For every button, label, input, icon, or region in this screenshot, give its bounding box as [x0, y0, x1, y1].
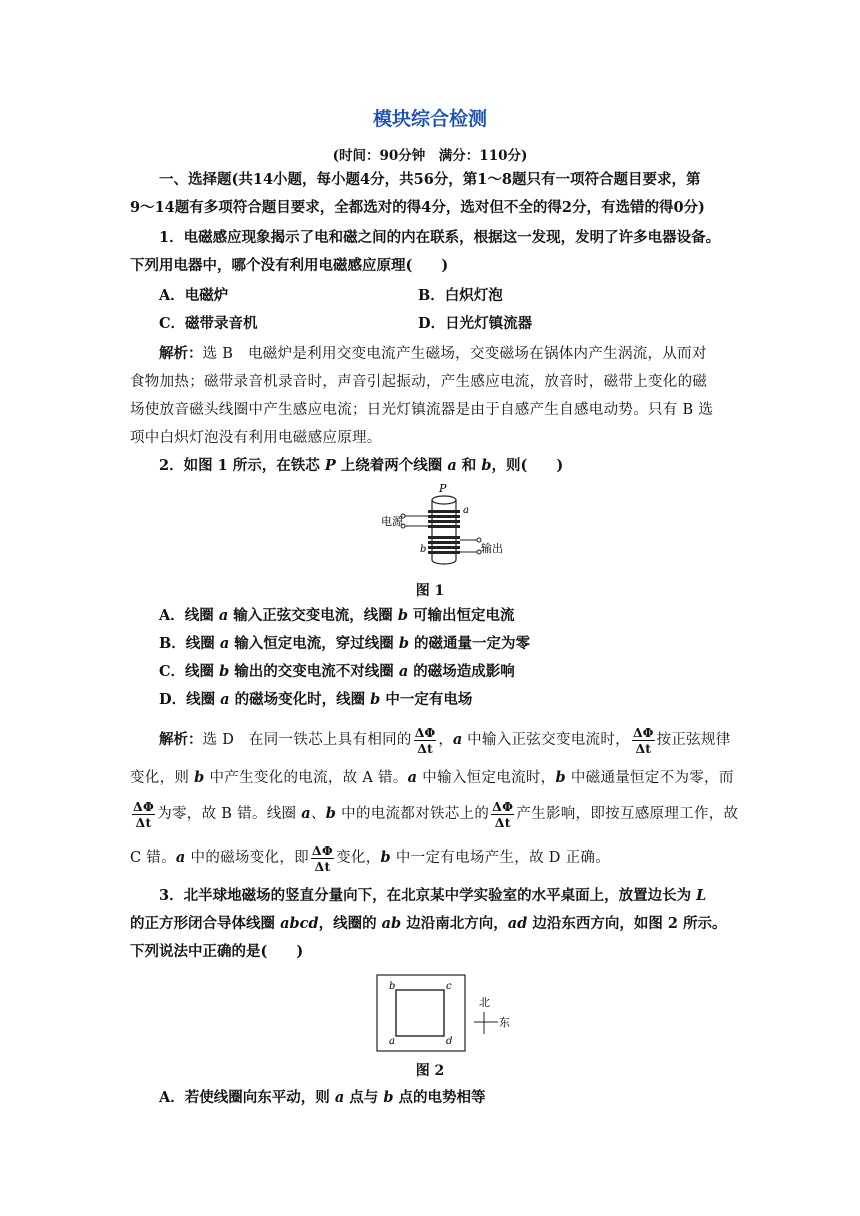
text-run: a	[334, 1089, 345, 1106]
q2-option-b	[159, 634, 530, 654]
text-run: a	[220, 691, 230, 708]
q3-line2	[130, 914, 727, 934]
figure-2-square-coil	[376, 974, 516, 1054]
text-run: Δt	[135, 814, 152, 830]
text-run: 、	[310, 806, 326, 822]
text-run: L	[696, 887, 707, 904]
figure-1-label-b: b	[420, 544, 427, 555]
text-run: ΔΦ	[133, 798, 155, 814]
text-run: Δt	[494, 814, 511, 830]
text-run: 的磁场造成影响	[408, 663, 515, 680]
q2-analysis-3	[130, 796, 738, 832]
text-run: 变化，	[336, 850, 381, 866]
text-run: 中一定有电场产生，故 D 正确。	[390, 850, 611, 866]
text-run: 中产生变化的电流，故 A 错。	[204, 770, 408, 786]
figure-1-coil-diagram	[378, 480, 518, 572]
section-text-a: (共14小题，每小题4分，共56分，第1～8题只有一项符合题目要求，第	[231, 171, 701, 188]
text-run: 点的电势相等	[393, 1089, 486, 1106]
text-run: ΔΦ	[492, 798, 514, 814]
figure-1-label-a: a	[463, 505, 469, 516]
text-run: abcd	[280, 915, 319, 932]
q2-option-d	[159, 690, 472, 710]
text-run: 按正弦规律	[656, 732, 731, 748]
q1-option-c: C．磁带录音机	[159, 315, 258, 332]
text-run: b	[398, 635, 409, 652]
text-run: 选 D 在同一铁芯上具有相同的	[202, 732, 412, 748]
q2-stem-b: 上绕着两个线圈	[335, 457, 448, 474]
text-run: 输入正弦交变电流，线圈	[228, 607, 398, 624]
text-run: C．线圈	[159, 663, 220, 680]
q3-line3: 下列说法中正确的是( )	[130, 943, 304, 960]
q1-option-a: A．电磁炉	[159, 287, 229, 304]
text-run: Δt	[314, 858, 331, 874]
q1-analysis-1	[159, 344, 707, 364]
q1-analysis-4: 项中白炽灯泡没有利用电磁感应原理。	[130, 430, 382, 446]
q1-option-b: B．白炽灯泡	[418, 287, 503, 304]
text-run: 产生影响，即按互感原理工作，故	[516, 806, 739, 822]
text-run: a	[218, 607, 229, 624]
fraction-dphi-dt	[311, 843, 334, 874]
text-run: ad	[507, 915, 528, 932]
q2-analysis-label: 解析：	[159, 731, 203, 748]
text-run: 可输出恒定电流	[407, 607, 515, 624]
text-run: a	[175, 849, 186, 866]
fraction-dphi-dt	[414, 725, 437, 756]
fraction-dphi-dt	[132, 799, 155, 830]
text-run: ΔΦ	[632, 724, 654, 740]
q2-stem-var-b: b	[481, 457, 492, 474]
text-run: ，	[438, 732, 453, 748]
text-run: 输出的交变电流不对线圈	[229, 663, 399, 680]
q2-stem	[159, 456, 563, 476]
q2-analysis-2	[130, 768, 734, 788]
q1-analysis-text-1: 选 B 电磁炉是利用交变电流产生磁场，交变磁场在锅体内产生涡流，从而对	[202, 346, 707, 362]
text-run: 中输入正弦交变电流时，	[462, 732, 630, 748]
q2-stem-a: 2．如图 1 所示，在铁芯	[159, 457, 325, 474]
text-run: b	[194, 769, 205, 786]
text-run: a	[219, 635, 230, 652]
text-run: 边沿东西方向，如图 2 所示。	[527, 915, 727, 932]
q2-option-a	[159, 606, 515, 626]
text-run: ΔΦ	[414, 724, 436, 740]
q1-option-d: D．日光灯镇流器	[418, 315, 533, 332]
text-run: a	[452, 731, 463, 748]
q2-stem-p: P	[324, 457, 336, 474]
text-run: b	[555, 769, 566, 786]
q1-analysis-2: 食物加热；磁带录音机录音时，声音引起振动，产生感应电流，放音时，磁带上变化的磁	[130, 374, 708, 390]
figure-1-label-p: P	[439, 482, 447, 495]
text-run: A．线圈	[159, 607, 219, 624]
figure-2-label-a: a	[389, 1036, 395, 1047]
text-run: Δt	[417, 740, 433, 756]
figure-2-caption: 图 2	[415, 1063, 445, 1079]
figure-2-east: 东	[499, 1016, 510, 1029]
text-run: 变化，则	[130, 770, 195, 786]
text-run: A．若使线圈向东平动，则	[159, 1089, 335, 1106]
q2-stem-d: ，则( )	[491, 457, 564, 474]
q2-stem-c: 和	[456, 457, 482, 474]
text-run: ab	[381, 915, 402, 932]
section-heading	[159, 170, 700, 190]
figure-2-label-d: d	[446, 1036, 453, 1047]
figure-1-label-power: 电源	[381, 515, 403, 528]
text-run: 中输入恒定电流时，	[417, 770, 556, 786]
text-run: 边沿南北方向，	[401, 915, 508, 932]
text-run: Δt	[635, 740, 651, 756]
figure-2-label-c: c	[446, 981, 452, 992]
q1-line2: 下列用电器中，哪个没有利用电磁感应原理( )	[130, 257, 449, 274]
text-run: b	[370, 691, 381, 708]
text-run: 中的电流都对铁芯上的	[336, 806, 490, 822]
q1-analysis-label: 解析：	[159, 345, 203, 362]
text-run: 点与	[344, 1089, 384, 1106]
figure-2-label-b: b	[389, 981, 396, 992]
figure-1-caption: 图 1	[415, 583, 445, 599]
q1-analysis-3: 场使放音磁头线圈中产生感应电流；日光灯镇流器是由于自感产生自感电动势。只有 B 选	[130, 402, 714, 418]
q2-option-c	[159, 662, 515, 682]
text-run: 输入恒定电流，穿过线圈	[229, 635, 399, 652]
fraction-dphi-dt	[632, 725, 655, 756]
text-run: 中一定有电场	[380, 691, 473, 708]
text-run: 为零，故 B 错。线圈	[157, 806, 302, 822]
q2-stem-var-a: a	[447, 457, 457, 474]
text-run: 中磁通量恒定不为零，而	[565, 770, 734, 786]
text-run: ΔΦ	[311, 842, 334, 858]
fraction-dphi-dt	[491, 799, 514, 830]
text-run: b	[219, 663, 230, 680]
text-run: ，线圈的	[318, 915, 382, 932]
text-run: b	[383, 1089, 394, 1106]
text-run: 中的磁场变化，即	[185, 850, 309, 866]
q2-analysis-4	[130, 840, 610, 876]
text-run: a	[407, 769, 418, 786]
text-run: C 错。	[130, 850, 176, 866]
text-run: 的磁场变化时，线圈	[229, 691, 371, 708]
page-title: 模块综合检测	[372, 108, 487, 130]
q3-line1	[159, 886, 706, 906]
text-run: b	[380, 849, 391, 866]
text-run	[414, 725, 437, 741]
text-run: b	[397, 607, 408, 624]
text-run: 的磁通量一定为零	[408, 635, 531, 652]
text-run: B．线圈	[159, 635, 220, 652]
text-run: a	[398, 663, 409, 680]
section-label: 一、选择题	[159, 171, 232, 188]
q3-option-a	[159, 1088, 486, 1108]
figure-1-label-output: 输出	[481, 542, 503, 555]
q2-analysis-1	[159, 722, 731, 758]
section-text-b: 9～14题有多项符合题目要求，全都选对的得4分，选对但不全的得2分，有选错的得0分)	[130, 199, 705, 216]
page-subtitle: (时间：90分钟 满分：110分)	[332, 148, 528, 164]
q1-line1: 1．电磁感应现象揭示了电和磁之间的内在联系，根据这一发现，发明了许多电器设备。	[159, 229, 721, 246]
text-run: a	[301, 805, 311, 822]
text-run: 的正方形闭合导体线圈	[130, 915, 281, 932]
text-run: D．线圈	[159, 691, 221, 708]
figure-2-north: 北	[479, 996, 490, 1009]
text-run: 3．北半球地磁场的竖直分量向下，在北京某中学实验室的水平桌面上，放置边长为	[159, 887, 697, 904]
text-run: b	[325, 805, 337, 822]
